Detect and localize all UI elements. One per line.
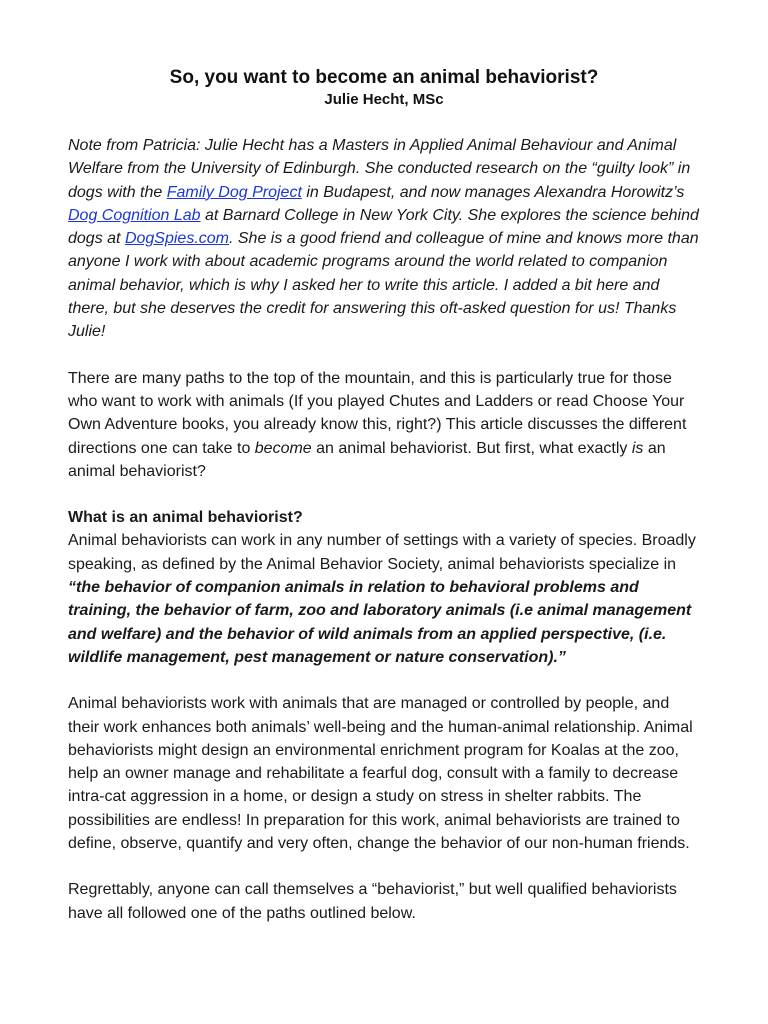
dogspies-link[interactable]: DogSpies.com bbox=[124, 230, 229, 248]
section-heading: What is an animal behaviorist? bbox=[68, 509, 303, 527]
author-line: Julie Hecht, MSc bbox=[324, 91, 444, 108]
definition-text: Animal behaviorists can work in any number of settings with a variety of species. Broadly speaking, as defined by the Animal Behavior Society, animal behaviorists specialize in bbox=[68, 532, 696, 573]
note-text-1: Note from Patricia: Julie Hecht has a Masters in Applied Animal Behaviour and Animal Welfare from the University of Edinburgh. She conducted research on the “guilty look” in dogs with the bbox=[68, 137, 691, 201]
note-text-2: in Budapest, and now manages Alexandra Horowitz’s bbox=[301, 183, 685, 201]
intro-text-3: an animal behaviorist? bbox=[68, 439, 666, 480]
intro-emphasis-become: become bbox=[254, 439, 312, 457]
definition-quote: “the behavior of companion animals in relation to behavioral problems and training, the behavior of farm, zoo and laboratory animals (i.e animal management and welfare) and the behavior of wild animals from an applied perspective, (i.e. wildlife management, pest management or nature conservation).” bbox=[68, 579, 692, 666]
intro-paragraph bbox=[68, 367, 700, 483]
intro-emphasis-is: is bbox=[631, 439, 644, 457]
definition-paragraph bbox=[68, 529, 700, 669]
work-description-paragraph: Animal behaviorists work with animals that are managed or controlled by people, and their work enhances both animals’ well-being and the human-animal relationship. Animal behaviorists might design an environmental enrichment program for Koalas at the zoo, help an owner manage and rehabilitate a fearful dog, consult with a family to decrease intra-cat aggression in a home, or design a study on stress in shelter rabbits. The possibilities are endless! In preparation for this work, animal behaviorists are trained to define, observe, quantify and very often, change the behavior of our non-human friends. bbox=[68, 695, 693, 853]
editor-note bbox=[68, 134, 700, 344]
closing-paragraph: Regrettably, anyone can call themselves a “behaviorist,” but well qualified behaviorists have all followed one of the paths outlined below. bbox=[68, 881, 677, 922]
dog-cognition-lab-link[interactable]: Dog Cognition Lab bbox=[68, 206, 201, 224]
note-text-3: at Barnard College in New York City. She explores the science behind dogs at bbox=[68, 206, 699, 248]
intro-text-1: There are many paths to the top of the mountain, and this is particularly true for those who want to work with animals (If you played Chutes and Ladders or read Choose Your Own Adventure books, you already know this, right?) This article discusses the different directions one can take to bbox=[68, 369, 687, 457]
intro-text-2: an animal behaviorist. But first, what exactly bbox=[311, 439, 632, 457]
family-dog-project-link[interactable]: Family Dog Project bbox=[166, 183, 302, 201]
document-title: So, you want to become an animal behaviorist? bbox=[169, 67, 599, 88]
note-text-4: . She is a good friend and colleague of mine and knows more than anyone I work with about academic programs around the world related to companion animal behavior, which is why I asked her to write this article. I added a bit here and there, but she deserves the credit for answering this oft-asked question for us! Thanks Julie! bbox=[68, 230, 699, 341]
